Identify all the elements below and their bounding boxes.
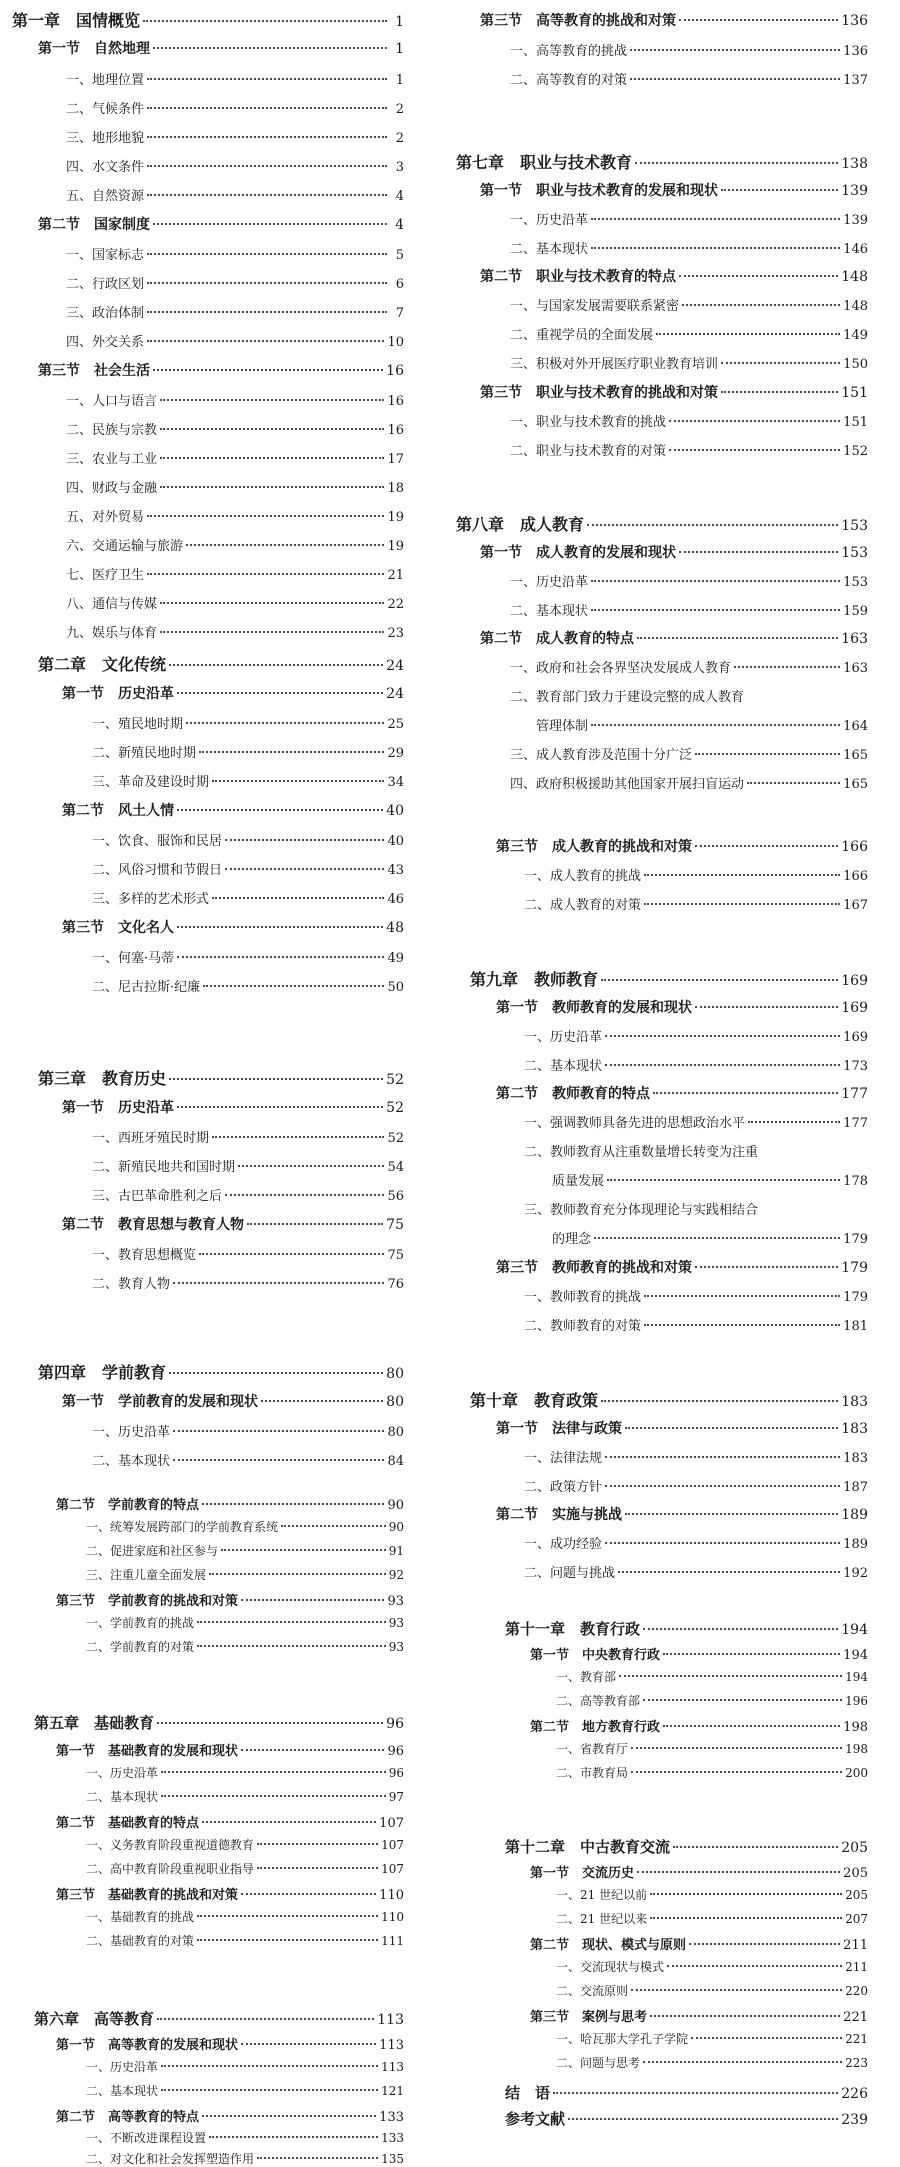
item-entry: 九、娱乐与体育 23 xyxy=(66,626,404,641)
item-entry: 一、统筹发展跨部门的学前教育系统 90 xyxy=(86,1520,404,1534)
chapter-entry: 第八章 成人教育 153 xyxy=(456,515,868,534)
item-entry: 二、风俗习惯和节假日 43 xyxy=(92,863,404,878)
chapter-entry: 第九章 教师教育 169 xyxy=(470,970,868,989)
item-entry: 二、教育部门致力于建设完整的成人教育 xyxy=(510,690,745,705)
item-entry: 二、问题与思考 223 xyxy=(556,2056,868,2070)
item-entry: 五、对外贸易 19 xyxy=(66,510,404,525)
item-entry: 二、基本现状 121 xyxy=(86,2084,404,2098)
item-entry: 二、对文化和社会发挥塑造作用 135 xyxy=(86,2152,404,2166)
item-entry: 二、基础教育的对策 111 xyxy=(86,1934,404,1948)
item-entry: 二、行政区划 6 xyxy=(66,277,404,292)
section-entry: 第一节 法律与政策 183 xyxy=(496,1421,868,1437)
item-entry: 一、历史沿革 96 xyxy=(86,1766,404,1780)
item-entry: 三、积极对外开展医疗职业教育培训 150 xyxy=(510,357,868,372)
section-entry: 第一节 成人教育的发展和现状 153 xyxy=(480,545,868,561)
item-entry: 二、基本现状 159 xyxy=(510,604,868,619)
item-entry: 六、交通运输与旅游 19 xyxy=(66,539,404,554)
item-entry: 七、医疗卫生 21 xyxy=(66,568,404,583)
item-entry-continuation: 的理念 179 xyxy=(552,1232,868,1247)
item-entry: 二、新殖民地时期 29 xyxy=(92,746,404,761)
item-entry: 三、注重儿童全面发展 92 xyxy=(86,1568,404,1582)
section-entry: 第三节 社会生活 16 xyxy=(38,363,404,379)
item-entry: 一、政府和社会各界坚决发展成人教育 163 xyxy=(510,661,868,676)
item-entry: 一、地理位置 1 xyxy=(66,73,404,88)
item-entry: 四、政府积极援助其他国家开展扫盲运动 165 xyxy=(510,777,868,792)
chapter-entry: 第十二章 中古教育交流 205 xyxy=(505,1838,868,1856)
chapter-entry: 第二章 文化传统 24 xyxy=(38,655,404,674)
item-entry: 二、成人教育的对策 167 xyxy=(524,898,868,913)
item-entry: 二、政策方针 187 xyxy=(524,1480,868,1495)
section-entry: 第三节 高等教育的挑战和对策 136 xyxy=(480,13,868,29)
section-entry: 第二节 实施与挑战 189 xyxy=(496,1507,868,1523)
item-entry: 一、历史沿革 153 xyxy=(510,575,868,590)
item-entry: 一、饮食、服饰和民居 40 xyxy=(92,834,404,849)
item-entry: 一、人口与语言 16 xyxy=(66,394,404,409)
item-entry: 二、基本现状 84 xyxy=(92,1454,404,1469)
item-entry: 二、高等教育部 196 xyxy=(556,1694,868,1708)
item-entry: 一、成功经验 189 xyxy=(524,1537,868,1552)
references-entry: 参考文献 239 xyxy=(505,2110,868,2128)
chapter-entry: 第五章 基础教育 96 xyxy=(34,1714,404,1732)
item-entry: 一、何塞·马蒂 49 xyxy=(92,951,404,966)
item-entry: 二、21 世纪以来 207 xyxy=(556,1912,868,1926)
section-entry: 第一节 教师教育的发展和现状 169 xyxy=(496,1000,868,1016)
item-entry: 一、历史沿革 169 xyxy=(524,1030,868,1045)
section-entry: 第一节 中央教育行政 194 xyxy=(530,1648,868,1663)
section-entry: 第一节 职业与技术教育的发展和现状 139 xyxy=(480,183,868,199)
item-entry: 四、水文条件 3 xyxy=(66,160,404,175)
item-entry: 二、教师教育从注重数量增长转变为注重 xyxy=(524,1145,759,1160)
item-entry: 一、法律法规 183 xyxy=(524,1451,868,1466)
conclusion-entry: 结 语 226 xyxy=(505,2084,868,2102)
section-entry: 第一节 交流历史 205 xyxy=(530,1866,868,1881)
item-entry: 一、教育部 194 xyxy=(556,1670,868,1684)
item-entry: 二、问题与挑战 192 xyxy=(524,1566,868,1581)
section-entry: 第二节 职业与技术教育的特点 148 xyxy=(480,269,868,285)
item-entry: 二、气候条件 2 xyxy=(66,102,404,117)
item-entry: 一、与国家发展需要联系紧密 148 xyxy=(510,299,868,314)
item-entry-continuation: 管理体制 164 xyxy=(536,719,868,734)
item-entry: 二、重视学员的全面发展 149 xyxy=(510,328,868,343)
item-entry: 八、通信与传媒 22 xyxy=(66,597,404,612)
section-entry: 第一节 学前教育的发展和现状 80 xyxy=(62,1394,404,1410)
item-entry: 二、学前教育的对策 93 xyxy=(86,1640,404,1654)
section-entry: 第二节 教育思想与教育人物 75 xyxy=(62,1217,404,1233)
section-entry: 第二节 成人教育的特点 163 xyxy=(480,631,868,647)
item-entry: 三、多样的艺术形式 46 xyxy=(92,892,404,907)
item-entry: 二、民族与宗教 16 xyxy=(66,423,404,438)
section-entry: 第二节 现状、模式与原则 211 xyxy=(530,1938,868,1953)
section-entry: 第三节 职业与技术教育的挑战和对策 151 xyxy=(480,385,868,401)
item-entry: 四、外交关系 10 xyxy=(66,335,404,350)
chapter-entry: 第三章 教育历史 52 xyxy=(38,1069,404,1088)
section-entry: 第二节 基础教育的特点 107 xyxy=(56,1816,404,1831)
section-entry: 第二节 风土人情 40 xyxy=(62,803,404,819)
item-entry: 二、基本现状 97 xyxy=(86,1790,404,1804)
item-entry: 二、教育人物 76 xyxy=(92,1277,404,1292)
item-entry: 一、21 世纪以前 205 xyxy=(556,1888,868,1902)
item-entry: 三、农业与工业 17 xyxy=(66,452,404,467)
item-entry: 二、尼古拉斯·纪廉 50 xyxy=(92,980,404,995)
section-entry: 第一节 自然地理 1 xyxy=(38,41,404,57)
chapter-entry: 第四章 学前教育 80 xyxy=(38,1363,404,1382)
item-entry: 二、高等教育的对策 137 xyxy=(510,73,868,88)
item-entry-continuation: 质量发展 178 xyxy=(552,1174,868,1189)
section-entry: 第三节 基础教育的挑战和对策 110 xyxy=(56,1888,404,1903)
item-entry: 二、市教育局 200 xyxy=(556,1766,868,1780)
item-entry: 一、成人教育的挑战 166 xyxy=(524,869,868,884)
item-entry: 三、政治体制 7 xyxy=(66,306,404,321)
item-entry: 三、地形地貌 2 xyxy=(66,131,404,146)
section-entry: 第三节 教师教育的挑战和对策 179 xyxy=(496,1260,868,1276)
section-entry: 第三节 案例与思考 221 xyxy=(530,2010,868,2025)
item-entry: 一、历史沿革 80 xyxy=(92,1425,404,1440)
chapter-entry: 第十一章 教育行政 194 xyxy=(505,1620,868,1638)
section-entry: 第一节 历史沿革 52 xyxy=(62,1100,404,1116)
item-entry: 二、教师教育的对策 181 xyxy=(524,1319,868,1334)
chapter-entry: 第六章 高等教育 113 xyxy=(34,2010,404,2028)
item-entry: 一、哈瓦那大学孔子学院 221 xyxy=(556,2032,868,2046)
section-entry: 第一节 高等教育的发展和现状 113 xyxy=(56,2038,404,2053)
section-entry: 第三节 文化名人 48 xyxy=(62,920,404,936)
item-entry: 一、殖民地时期 25 xyxy=(92,717,404,732)
item-entry: 一、教育思想概览 75 xyxy=(92,1248,404,1263)
item-entry: 一、不断改进课程设置 133 xyxy=(86,2131,404,2145)
item-entry: 一、强调教师具备先进的思想政治水平 177 xyxy=(524,1116,868,1131)
item-entry: 一、交流现状与模式 211 xyxy=(556,1960,868,1974)
section-entry: 第二节 学前教育的特点 90 xyxy=(56,1498,404,1513)
item-entry: 二、职业与技术教育的对策 152 xyxy=(510,444,868,459)
section-entry: 第一节 历史沿革 24 xyxy=(62,686,404,702)
item-entry: 二、交流原则 220 xyxy=(556,1984,868,1998)
item-entry: 二、促进家庭和社区参与 91 xyxy=(86,1544,404,1558)
section-entry: 第二节 国家制度 4 xyxy=(38,217,404,233)
item-entry: 二、基本现状 146 xyxy=(510,242,868,257)
chapter-entry: 第一章 国情概览 1 xyxy=(12,11,404,30)
item-entry: 二、基本现状 173 xyxy=(524,1059,868,1074)
item-entry: 三、成人教育涉及范围十分广泛 165 xyxy=(510,748,868,763)
item-entry: 一、国家标志 5 xyxy=(66,248,404,263)
item-entry: 一、职业与技术教育的挑战 151 xyxy=(510,415,868,430)
section-entry: 第二节 高等教育的特点 133 xyxy=(56,2110,404,2125)
item-entry: 一、高等教育的挑战 136 xyxy=(510,44,868,59)
item-entry: 一、教师教育的挑战 179 xyxy=(524,1290,868,1305)
section-entry: 第二节 地方教育行政 198 xyxy=(530,1720,868,1735)
item-entry: 二、高中教育阶段重视职业指导 107 xyxy=(86,1862,404,1876)
item-entry: 一、历史沿革 113 xyxy=(86,2060,404,2074)
section-entry: 第三节 学前教育的挑战和对策 93 xyxy=(56,1594,404,1609)
section-entry: 第三节 成人教育的挑战和对策 166 xyxy=(496,839,868,855)
section-entry: 第一节 基础教育的发展和现状 96 xyxy=(56,1744,404,1759)
item-entry: 四、财政与金融 18 xyxy=(66,481,404,496)
section-entry: 第二节 教师教育的特点 177 xyxy=(496,1086,868,1102)
item-entry: 一、历史沿革 139 xyxy=(510,213,868,228)
item-entry: 一、义务教育阶段重视道德教育 107 xyxy=(86,1838,404,1852)
item-entry: 三、教师教育充分体现理论与实践相结合 xyxy=(524,1203,759,1218)
item-entry: 二、新殖民地共和国时期 54 xyxy=(92,1160,404,1175)
item-entry: 一、基础教育的挑战 110 xyxy=(86,1910,404,1924)
item-entry: 三、古巴革命胜利之后 56 xyxy=(92,1189,404,1204)
chapter-entry: 第七章 职业与技术教育 138 xyxy=(456,153,868,172)
chapter-entry: 第十章 教育政策 183 xyxy=(470,1391,868,1410)
item-entry: 一、学前教育的挑战 93 xyxy=(86,1616,404,1630)
item-entry: 一、西班牙殖民时期 52 xyxy=(92,1131,404,1146)
item-entry: 一、省教育厅 198 xyxy=(556,1742,868,1756)
item-entry: 三、革命及建设时期 34 xyxy=(92,775,404,790)
item-entry: 五、自然资源 4 xyxy=(66,189,404,204)
